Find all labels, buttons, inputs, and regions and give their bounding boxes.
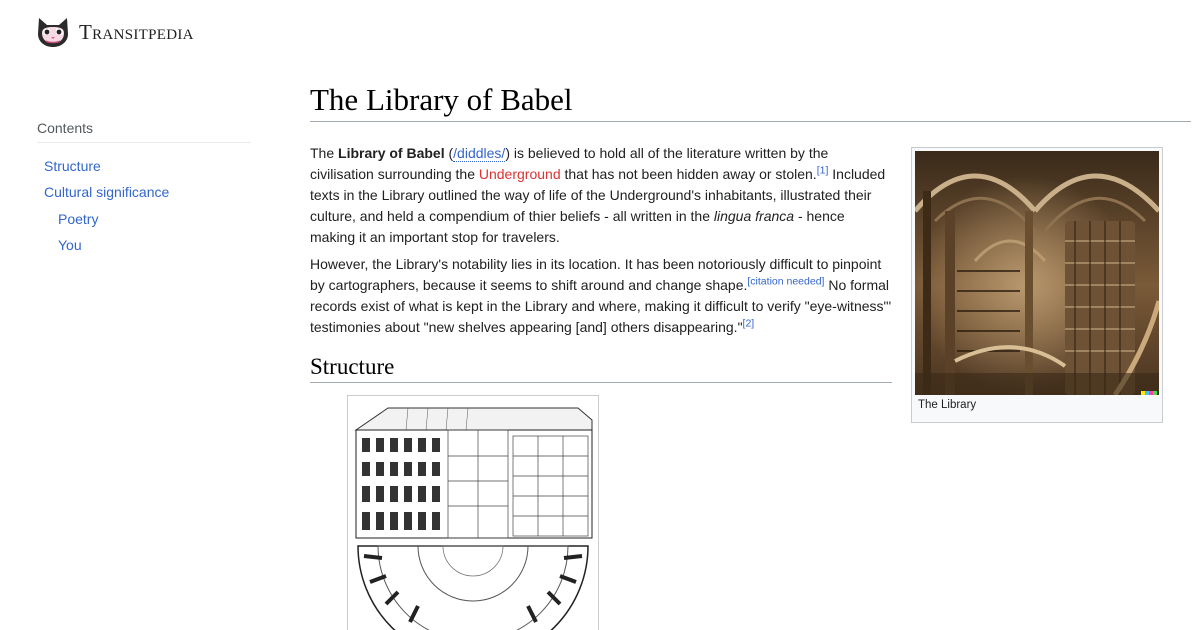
page-title: The Library of Babel [310, 82, 1191, 122]
citation-needed[interactable]: [citation needed] [747, 275, 825, 288]
lingua-franca-text: lingua franca [713, 208, 795, 224]
site-logo[interactable] [36, 16, 194, 48]
table-of-contents [37, 120, 251, 258]
cat-head-icon [36, 16, 70, 48]
structure-figure [347, 395, 599, 630]
text-run: ) is believed to hold all of the literature written by the civilisation surrounding the [310, 145, 829, 182]
intro-paragraph [310, 143, 892, 248]
text-run: The [310, 145, 339, 161]
toc-item-you[interactable]: You [58, 236, 82, 253]
toc-list [37, 153, 251, 258]
toc-item-cultural-significance[interactable]: Cultural significance [44, 184, 170, 201]
underground-link[interactable]: Underground [478, 166, 561, 182]
library-section-drawing[interactable] [348, 396, 598, 630]
site-wordmark: Transitpedia [79, 19, 194, 44]
infobox-image-frame [911, 147, 1163, 423]
article-content [310, 82, 1191, 411]
library-image[interactable] [915, 151, 1159, 395]
text-run: Included texts in the Library outlined the way of life of the Underground's inhabitants, illustrated their culture, and held a compendium of thier beliefs - all written in the [310, 166, 886, 224]
reference-1[interactable]: [1] [816, 164, 829, 177]
text-run: No formal records exist of what is kept in the Library and where, making it difficult to verify "eye-witness"' testimonies about "new shelves appearing [and] others disappearing." [310, 277, 892, 335]
text-run: ( [444, 145, 454, 161]
image-caption: The Library [918, 399, 977, 411]
reference-2[interactable]: [2] [742, 317, 755, 330]
section-heading-structure: Structure [310, 354, 892, 383]
toc-item-poetry[interactable]: Poetry [58, 210, 99, 227]
article-term: Library of Babel [338, 145, 445, 161]
text-run: that has not been hidden away or stolen. [560, 166, 817, 182]
text-run: - hence making it an important stop for travelers. [310, 208, 845, 245]
toc-title: Contents [37, 120, 251, 143]
location-paragraph [310, 254, 892, 338]
text-run: However, the Library's notability lies in its location. It has been notoriously difficult to pinpoint by cartographers, because it seems to shift around and change shape. [310, 256, 882, 293]
pronunciation-link[interactable]: /diddles/ [453, 145, 506, 161]
article-body [310, 143, 892, 338]
toc-item-structure[interactable]: Structure [44, 158, 101, 174]
